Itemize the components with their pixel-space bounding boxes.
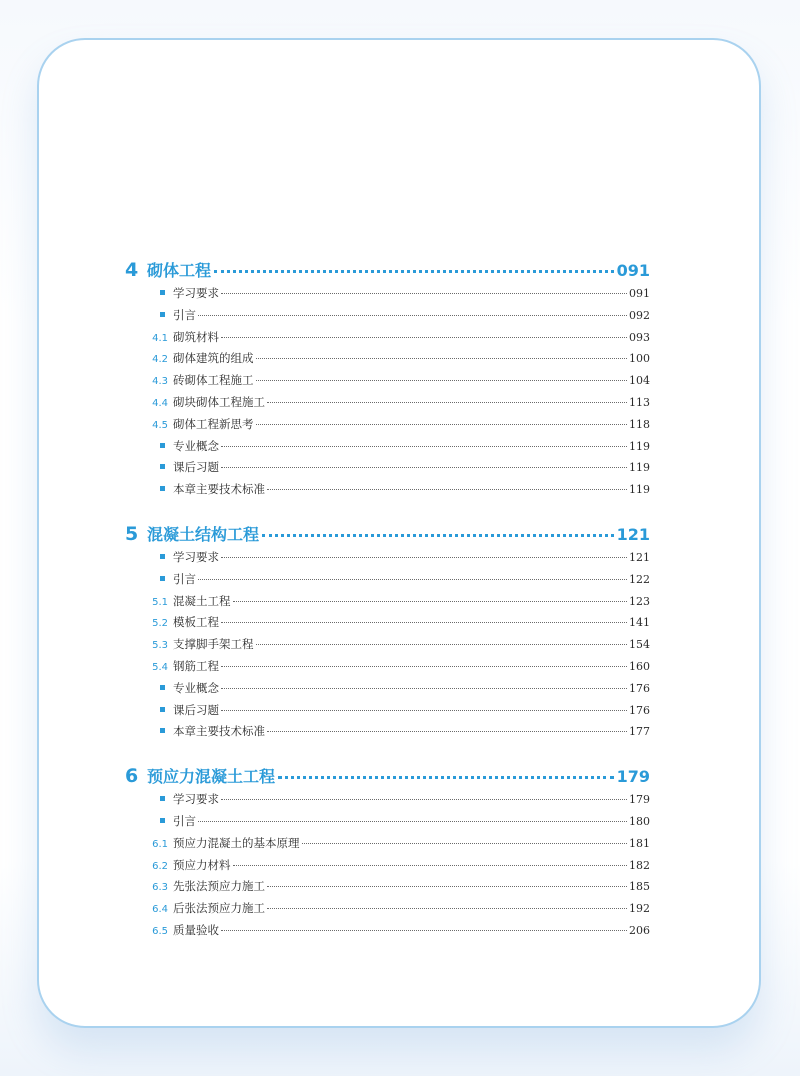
toc-entry[interactable] <box>125 479 650 501</box>
dot-leader <box>221 293 627 294</box>
entry-page-number: 123 <box>629 594 650 608</box>
dot-leader <box>221 467 627 468</box>
entry-page-number: 179 <box>629 793 650 807</box>
entry-title: 引言 <box>173 571 196 586</box>
entry-page-number: 182 <box>629 858 650 872</box>
chapter-page-number: 121 <box>616 524 650 544</box>
entry-title: 后张法预应力施工 <box>173 901 265 916</box>
entry-title: 模板工程 <box>173 615 219 630</box>
toc-entry[interactable] <box>125 283 650 305</box>
dot-leader <box>221 799 627 800</box>
section-number: 6.1 <box>152 838 168 850</box>
toc-entry[interactable] <box>125 898 650 920</box>
dot-leader <box>256 424 628 425</box>
section-number: 5.4 <box>152 661 168 673</box>
toc-entry[interactable] <box>125 327 650 349</box>
entry-title: 课后习题 <box>173 702 219 717</box>
dot-leader <box>221 446 627 447</box>
toc-entry[interactable] <box>125 392 650 414</box>
bullet-marker <box>125 679 173 701</box>
toc-entry[interactable] <box>125 348 650 370</box>
bullet-marker <box>125 812 173 834</box>
bullet-marker <box>125 722 173 744</box>
bullet-marker <box>125 284 173 306</box>
section-number: 6.3 <box>152 882 168 894</box>
toc-entry[interactable] <box>125 436 650 458</box>
dot-leader <box>233 865 628 866</box>
chapter-heading[interactable] <box>125 522 650 546</box>
entry-title: 混凝土工程 <box>173 593 231 608</box>
entry-page-number: 093 <box>629 330 650 344</box>
entry-page-number: 154 <box>629 638 650 652</box>
bullet-marker <box>125 701 173 723</box>
entry-page-number: 180 <box>629 814 650 828</box>
section-number: 4.3 <box>152 376 168 388</box>
toc-entry[interactable] <box>125 721 650 743</box>
entry-title: 质量验收 <box>173 922 219 937</box>
toc-entry[interactable] <box>125 414 650 436</box>
dot-leader <box>256 358 628 359</box>
section-number: 6.4 <box>152 904 168 916</box>
toc-entry[interactable] <box>125 612 650 634</box>
square-bullet-icon <box>160 707 165 712</box>
dot-leader <box>198 315 627 316</box>
section-number: 5.1 <box>152 596 168 608</box>
dot-leader <box>233 601 628 602</box>
entry-title: 预应力混凝土的基本原理 <box>173 835 300 850</box>
dot-leader <box>256 644 628 645</box>
toc-entry[interactable] <box>125 811 650 833</box>
entry-title: 先张法预应力施工 <box>173 879 265 894</box>
entry-page-number: 113 <box>629 395 650 409</box>
chapter-page-number: 179 <box>616 767 650 787</box>
dot-leader <box>221 930 627 931</box>
square-bullet-icon <box>160 796 165 801</box>
entry-page-number: 122 <box>629 572 650 586</box>
chapter-number: 4 <box>125 259 139 281</box>
square-bullet-icon <box>160 554 165 559</box>
bullet-marker <box>125 306 173 328</box>
square-bullet-icon <box>160 443 165 448</box>
square-bullet-icon <box>160 818 165 823</box>
section-number: 4.5 <box>152 419 168 431</box>
square-bullet-icon <box>160 290 165 295</box>
entry-title: 专业概念 <box>173 438 219 453</box>
section-number: 4.4 <box>152 397 168 409</box>
entry-page-number: 176 <box>629 681 650 695</box>
chapter-title: 砌体工程 <box>147 261 212 280</box>
chapter-heading[interactable] <box>125 258 650 282</box>
entry-title: 预应力材料 <box>173 857 231 872</box>
section-number: 6.2 <box>152 860 168 872</box>
dot-leader <box>221 710 627 711</box>
dot-leader <box>198 821 627 822</box>
square-bullet-icon <box>160 576 165 581</box>
toc-entry[interactable] <box>125 591 650 613</box>
entry-page-number: 100 <box>629 352 650 366</box>
entry-page-number: 119 <box>629 439 650 453</box>
section-number: 6.5 <box>152 925 168 937</box>
chapter-number: 6 <box>125 765 139 788</box>
section-number: 4.2 <box>152 354 168 366</box>
table-of-contents <box>125 258 650 942</box>
toc-entry[interactable] <box>125 855 650 877</box>
dot-leader <box>256 380 628 381</box>
toc-entry[interactable] <box>125 370 650 392</box>
square-bullet-icon <box>160 728 165 733</box>
chapter-title: 混凝土结构工程 <box>147 524 260 544</box>
toc-entry[interactable] <box>125 789 650 811</box>
dot-leader <box>302 843 628 844</box>
section-number: 5.2 <box>152 618 168 630</box>
dot-leader <box>267 731 627 732</box>
chapter-section <box>125 522 650 743</box>
chapter-page-number: 091 <box>616 261 650 280</box>
entry-page-number: 181 <box>629 836 650 850</box>
entry-page-number: 119 <box>629 461 650 475</box>
toc-entry[interactable] <box>125 569 650 591</box>
entry-title: 砖砌体工程施工 <box>173 373 254 388</box>
bullet-marker <box>125 548 173 570</box>
section-number: 4.1 <box>152 332 168 344</box>
entry-page-number: 092 <box>629 308 650 322</box>
chapter-title: 预应力混凝土工程 <box>147 767 276 787</box>
dot-leader <box>221 337 627 338</box>
bullet-marker <box>125 480 173 502</box>
entry-title: 砌体工程新思考 <box>173 416 254 431</box>
bullet-marker <box>125 570 173 592</box>
entry-title: 支撑脚手架工程 <box>173 637 254 652</box>
toc-entry[interactable] <box>125 656 650 678</box>
dot-leader <box>198 579 627 580</box>
entry-title: 砌块砌体工程施工 <box>173 394 265 409</box>
chapter-section <box>125 258 650 501</box>
dot-leader <box>221 622 627 623</box>
bullet-marker <box>125 790 173 812</box>
toc-entry[interactable] <box>125 876 650 898</box>
entry-title: 砌筑材料 <box>173 329 219 344</box>
entry-title: 引言 <box>173 813 196 828</box>
entry-page-number: 192 <box>629 902 650 916</box>
dot-leader <box>267 908 627 909</box>
square-bullet-icon <box>160 685 165 690</box>
dot-leader <box>267 402 627 403</box>
toc-entry[interactable] <box>125 634 650 656</box>
entry-page-number: 177 <box>629 725 650 739</box>
toc-entry[interactable] <box>125 678 650 700</box>
chapter-heading[interactable] <box>125 764 650 788</box>
square-bullet-icon <box>160 486 165 491</box>
entry-title: 课后习题 <box>173 460 219 475</box>
entry-page-number: 141 <box>629 616 650 630</box>
entry-title: 专业概念 <box>173 680 219 695</box>
entry-title: 学习要求 <box>173 792 219 807</box>
chapter-number: 5 <box>125 522 139 545</box>
entry-page-number: 160 <box>629 659 650 673</box>
entry-title: 学习要求 <box>173 549 219 564</box>
entry-title: 本章主要技术标准 <box>173 482 265 497</box>
entry-page-number: 176 <box>629 703 650 717</box>
toc-entry[interactable] <box>125 547 650 569</box>
entry-page-number: 119 <box>629 483 650 497</box>
dot-leader <box>221 557 627 558</box>
entry-title: 本章主要技术标准 <box>173 724 265 739</box>
dot-leader <box>267 886 627 887</box>
toc-entry[interactable] <box>125 920 650 942</box>
entry-page-number: 104 <box>629 374 650 388</box>
section-number: 5.3 <box>152 640 168 652</box>
dot-leader <box>262 534 614 537</box>
toc-entry[interactable] <box>125 833 650 855</box>
entry-title: 学习要求 <box>173 286 219 300</box>
dot-leader <box>214 270 614 273</box>
square-bullet-icon <box>160 464 165 469</box>
bullet-marker <box>125 458 173 480</box>
entry-title: 砌体建筑的组成 <box>173 351 254 366</box>
dot-leader <box>278 776 614 779</box>
dot-leader <box>221 666 627 667</box>
entry-title: 钢筋工程 <box>173 658 219 673</box>
dot-leader <box>267 489 627 490</box>
entry-page-number: 206 <box>629 923 650 937</box>
toc-entry[interactable] <box>125 700 650 722</box>
square-bullet-icon <box>160 312 165 317</box>
chapter-section <box>125 764 650 942</box>
bullet-marker <box>125 437 173 459</box>
toc-entry[interactable] <box>125 457 650 479</box>
entry-page-number: 118 <box>629 417 650 431</box>
entry-title: 引言 <box>173 307 196 322</box>
toc-entry[interactable] <box>125 305 650 327</box>
entry-page-number: 091 <box>629 287 650 300</box>
dot-leader <box>221 688 627 689</box>
entry-page-number: 185 <box>629 880 650 894</box>
entry-page-number: 121 <box>629 550 650 564</box>
